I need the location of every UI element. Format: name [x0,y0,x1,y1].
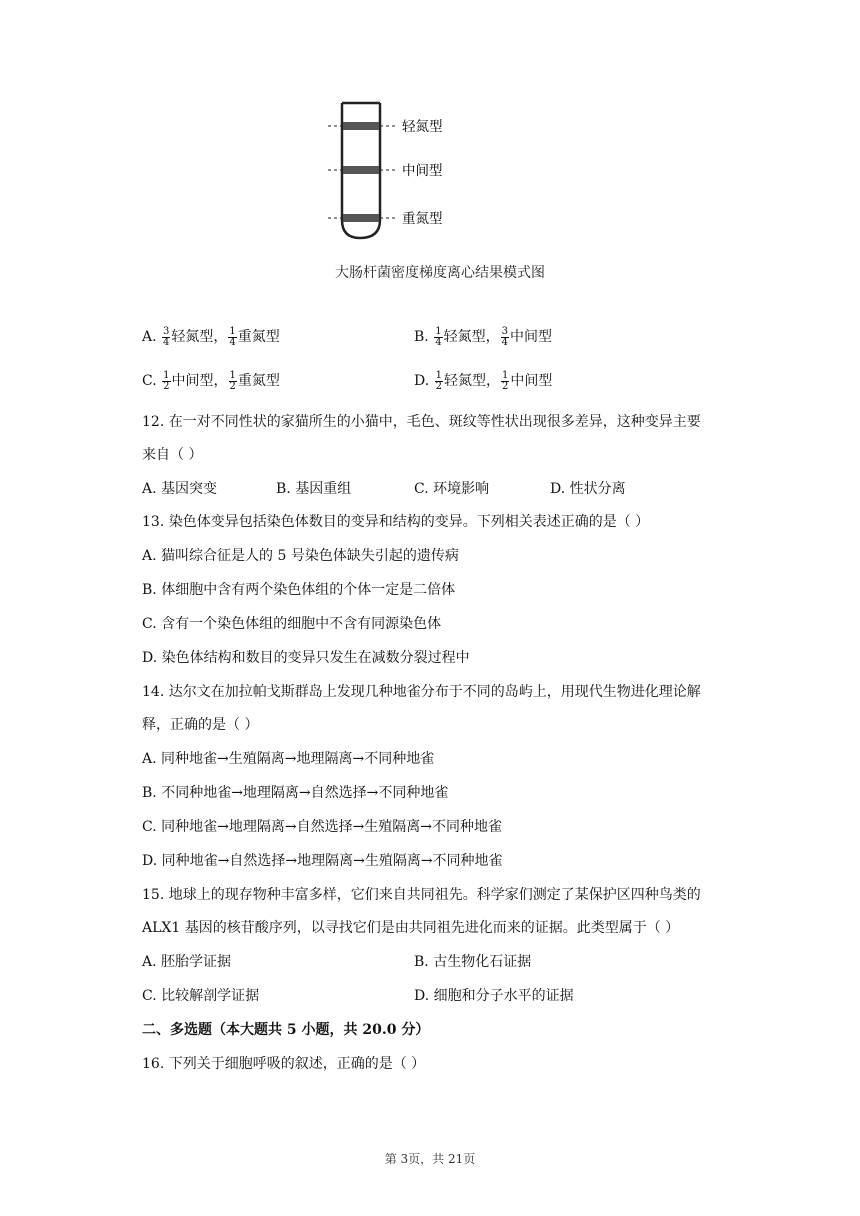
q12-option-c[interactable]: C. 环境影响 [414,481,490,497]
band-middle [343,166,379,174]
q13-option-d[interactable]: D. 染色体结构和数目的变异只发生在减数分裂过程中 [142,650,470,666]
q13-stem: 13. 染色体变异包括染色体数目的变异和结构的变异。下列相关表述正确的是（ ） [142,514,650,530]
q12-stem-line1: 12. 在一对不同性状的家猫所生的小猫中，毛色、斑纹等性状出现很多差异，这种变异主要 [142,414,701,430]
option-letter: D. [414,373,430,389]
q12-option-d[interactable]: D. 性状分离 [550,481,626,497]
q14-stem-line1: 14. 达尔文在加拉帕戈斯群岛上发现几种地雀分布于不同的岛屿上，用现代生物进化理论解 [142,684,701,700]
centrifuge-tube-diagram [320,98,560,248]
option-letter: B. [414,329,429,345]
option-text: 轻氮型， [443,329,500,345]
figure-caption: 大肠杆菌密度梯度离心结果模式图 [335,265,545,281]
q11-option-d[interactable] [414,370,552,392]
q12-stem-line2: 来自（ ） [142,447,203,463]
fraction: $\frac{1}{4}$ [229,325,236,348]
q12-option-b[interactable]: B. 基因重组 [276,481,352,497]
fraction: $\frac{1}{2}$ [435,369,443,392]
q14-stem-line2: 释，正确的是（ ） [142,717,259,733]
band-label-middle: 中间型 [402,163,443,179]
q15-stem-line1: 15. 地球上的现存物种丰富多样，它们来自共同祖先。科学家们测定了某保护区四种鸟类的 [142,887,701,903]
q13-option-a[interactable]: A. 猫叫综合征是人的 5 号染色体缺失引起的遗传病 [142,548,459,564]
q16-stem: 16. 下列关于细胞呼吸的叙述，正确的是（ ） [142,1056,426,1072]
fraction: $\frac{1}{4}$ [435,325,442,348]
fraction: $\frac{3}{4}$ [163,325,170,348]
centrifuge-figure [320,98,560,288]
option-text: 中间型 [509,329,552,345]
option-text: 轻氮型， [444,373,501,389]
q13-option-b[interactable]: B. 体细胞中含有两个染色体组的个体一定是二倍体 [142,582,456,598]
option-text: 轻氮型， [171,329,228,345]
q14-option-d[interactable]: D. 同种地雀→自然选择→地理隔离→生殖隔离→不同种地雀 [142,853,503,869]
fraction: $\frac{1}{2}$ [229,369,236,392]
section-title: 二、多选题（本大题共 5 小题，共 20.0 分） [142,1022,430,1038]
q14-option-c[interactable]: C. 同种地雀→地理隔离→自然选择→生殖隔离→不同种地雀 [142,819,503,835]
option-text: 重氮型 [237,373,280,389]
q15-option-d[interactable]: D. 细胞和分子水平的证据 [414,988,574,1004]
q15-option-a[interactable]: A. 胚胎学证据 [142,954,232,970]
page-footer: 第 3页，共 21页 [384,1152,476,1166]
band-label-heavy: 重氮型 [402,211,443,227]
q11-option-a[interactable] [142,326,280,348]
band-light [343,122,379,130]
fraction: $\frac{3}{4}$ [501,325,508,348]
q14-option-b[interactable]: B. 不同种地雀→地理隔离→自然选择→不同种地雀 [142,785,449,801]
q14-option-a[interactable]: A. 同种地雀→生殖隔离→地理隔离→不同种地雀 [142,751,435,767]
option-text: 重氮型 [237,329,280,345]
fraction: $\frac{1}{2}$ [502,369,509,392]
q15-stem-line2: ALX1 基因的核苷酸序列，以寻找它们是由共同祖先进化而来的证据。此类型属于（ ） [142,920,680,936]
option-letter: A. [142,329,157,345]
option-letter: C. [142,373,157,389]
q12-option-a[interactable]: A. 基因突变 [142,481,218,497]
q15-option-b[interactable]: B. 古生物化石证据 [414,954,532,970]
q15-option-c[interactable]: C. 比较解剖学证据 [142,988,260,1004]
q11-option-b[interactable] [414,326,552,348]
option-text: 中间型 [510,373,553,389]
q11-option-c[interactable] [142,370,280,392]
band-heavy [343,214,379,222]
band-label-light: 轻氮型 [402,119,443,135]
fraction: $\frac{1}{2}$ [163,369,170,392]
q13-option-c[interactable]: C. 含有一个染色体组的细胞中不含有同源染色体 [142,616,442,632]
option-text: 中间型， [171,373,228,389]
